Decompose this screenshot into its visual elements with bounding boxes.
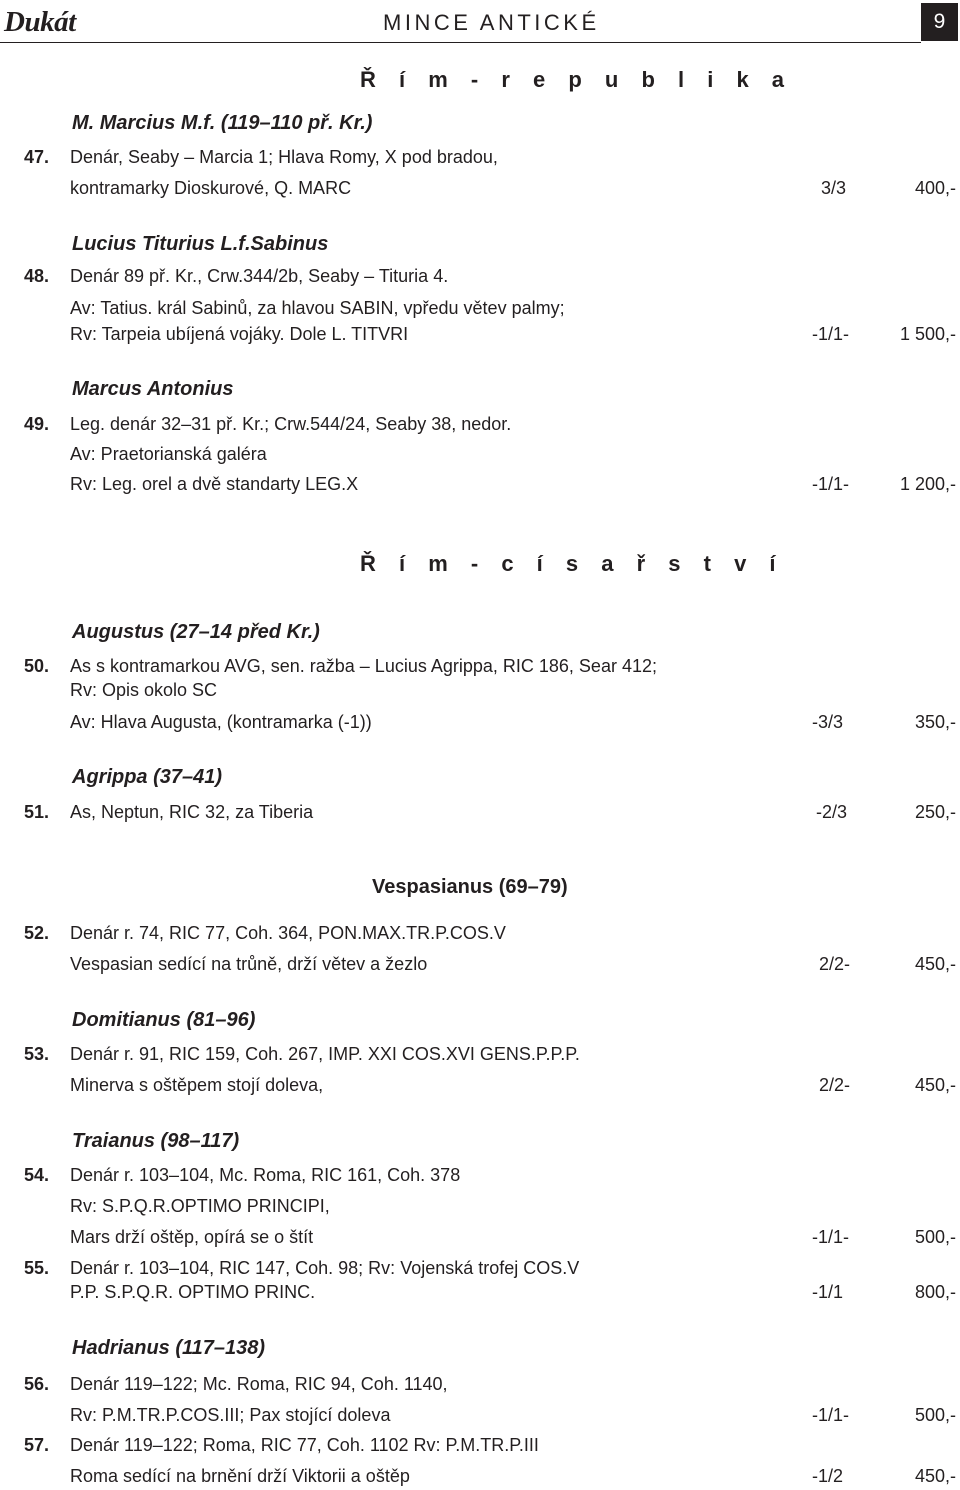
item-grade: -1/1- [812, 324, 850, 344]
item-price: 800,- [914, 1282, 956, 1302]
item-description: Av: Tatius. král Sabinů, za hlavou SABIN, vpředu větev palmy; [70, 298, 565, 318]
item-description: kontramarky Dioskurové, Q. MARC [70, 178, 352, 198]
ruler-heading: Augustus (27–14 před Kr.) [72, 621, 320, 643]
item-description: P.P. S.P.Q.R. OPTIMO PRINC. [70, 1282, 316, 1302]
section-heading-empire: Ř í m - c í s a ř s t v í [360, 551, 785, 576]
item-description: Rv: P.M.TR.P.COS.III; Pax stojící doleva [70, 1405, 391, 1425]
item-number: 48. [24, 266, 50, 286]
item-price: 500,- [914, 1405, 956, 1425]
item-description: Denár r. 91, RIC 159, Coh. 267, IMP. XXI COS.XVI GENS.P.P.P. [70, 1044, 580, 1064]
item-description: Av: Praetorianská galéra [70, 444, 267, 464]
item-grade: -1/1- [812, 474, 850, 494]
ruler-heading: Traianus (98–117) [72, 1130, 240, 1152]
item-price: 1 500,- [899, 324, 956, 344]
item-description: Denár r. 74, RIC 77, Coh. 364, PON.MAX.TR.P.COS.V [70, 923, 506, 943]
page-number: 9 [921, 3, 958, 41]
item-description: Denár r. 103–104, RIC 147, Coh. 98; Rv: Vojenská trofej COS.V [70, 1258, 580, 1278]
section-heading-republic: Ř í m - r e p u b l i k a [360, 67, 793, 92]
item-price: 400,- [914, 178, 956, 198]
item-description: Rv: Leg. orel a dvě standarty LEG.X [70, 474, 359, 494]
ruler-heading: Marcus Antonius [72, 378, 234, 400]
item-number: 55. [24, 1258, 50, 1278]
item-description: Av: Hlava Augusta, (kontramarka (-1)) [70, 712, 372, 732]
item-grade: -1/1- [812, 1405, 850, 1425]
ruler-heading: Agrippa (37–41) [72, 766, 223, 788]
item-description: Denár 89 př. Kr., Crw.344/2b, Seaby – Tituria 4. [70, 266, 449, 286]
ruler-heading: Vespasianus (69–79) [372, 876, 568, 898]
item-description: As s kontramarkou AVG, sen. ražba – Lucius Agrippa, RIC 186, Sear 412; [70, 656, 657, 676]
item-number: 52. [24, 923, 50, 943]
item-description: Rv: S.P.Q.R.OPTIMO PRINCIPI, [70, 1196, 330, 1216]
item-grade: -1/1 [812, 1282, 844, 1302]
item-price: 450,- [914, 954, 956, 974]
item-number: 53. [24, 1044, 50, 1064]
item-price: 1 200,- [899, 474, 956, 494]
item-price: 450,- [914, 1075, 956, 1095]
item-description: As, Neptun, RIC 32, za Tiberia [70, 802, 314, 822]
item-number: 49. [24, 414, 50, 434]
item-grade: 2/2- [819, 954, 851, 974]
item-description: Vespasian sedící na trůně, drží větev a žezlo [70, 954, 428, 974]
item-price: 500,- [914, 1227, 956, 1247]
item-description: Minerva s oštěpem stojí doleva, [70, 1075, 324, 1095]
item-price: 250,- [914, 802, 956, 822]
item-grade: -1/2 [812, 1466, 844, 1486]
item-price: 350,- [914, 712, 956, 732]
item-grade: -1/1- [812, 1227, 850, 1247]
item-grade: -3/3 [812, 712, 844, 732]
item-number: 56. [24, 1374, 50, 1394]
item-number: 47. [24, 147, 50, 167]
ruler-heading: Domitianus (81–96) [72, 1009, 256, 1031]
item-description: Mars drží oštěp, opírá se o štít [70, 1227, 314, 1247]
item-description: Denár r. 103–104, Mc. Roma, RIC 161, Coh. 378 [70, 1165, 461, 1185]
ruler-heading: Lucius Titurius L.f.Sabinus [72, 233, 329, 255]
logo: Dukát [4, 6, 76, 38]
item-grade: 2/2- [819, 1075, 851, 1095]
item-description: Leg. denár 32–31 př. Kr.; Crw.544/24, Seaby 38, nedor. [70, 414, 512, 434]
item-grade: -2/3 [816, 802, 848, 822]
item-description: Roma sedící na brnění drží Viktorii a oštěp [70, 1466, 410, 1486]
item-number: 57. [24, 1435, 50, 1455]
item-number: 50. [24, 656, 50, 676]
item-price: 450,- [914, 1466, 956, 1486]
item-description: Denár, Seaby – Marcia 1; Hlava Romy, X pod bradou, [70, 147, 498, 167]
item-number: 54. [24, 1165, 50, 1185]
running-title: MINCE ANTICKÉ [383, 10, 600, 35]
ruler-heading: M. Marcius M.f. (119–110 př. Kr.) [72, 112, 373, 134]
header-rule [0, 42, 921, 43]
item-description: Rv: Tarpeia ubíjená vojáky. Dole L. TITVRI [70, 324, 409, 344]
item-description: Denár 119–122; Roma, RIC 77, Coh. 1102 Rv: P.M.TR.P.III [70, 1435, 539, 1455]
item-grade: 3/3 [821, 178, 847, 198]
item-description: Denár 119–122; Mc. Roma, RIC 94, Coh. 1140, [70, 1374, 448, 1394]
item-number: 51. [24, 802, 50, 822]
item-description: Rv: Opis okolo SC [70, 680, 218, 700]
ruler-heading: Hadrianus (117–138) [72, 1337, 266, 1359]
